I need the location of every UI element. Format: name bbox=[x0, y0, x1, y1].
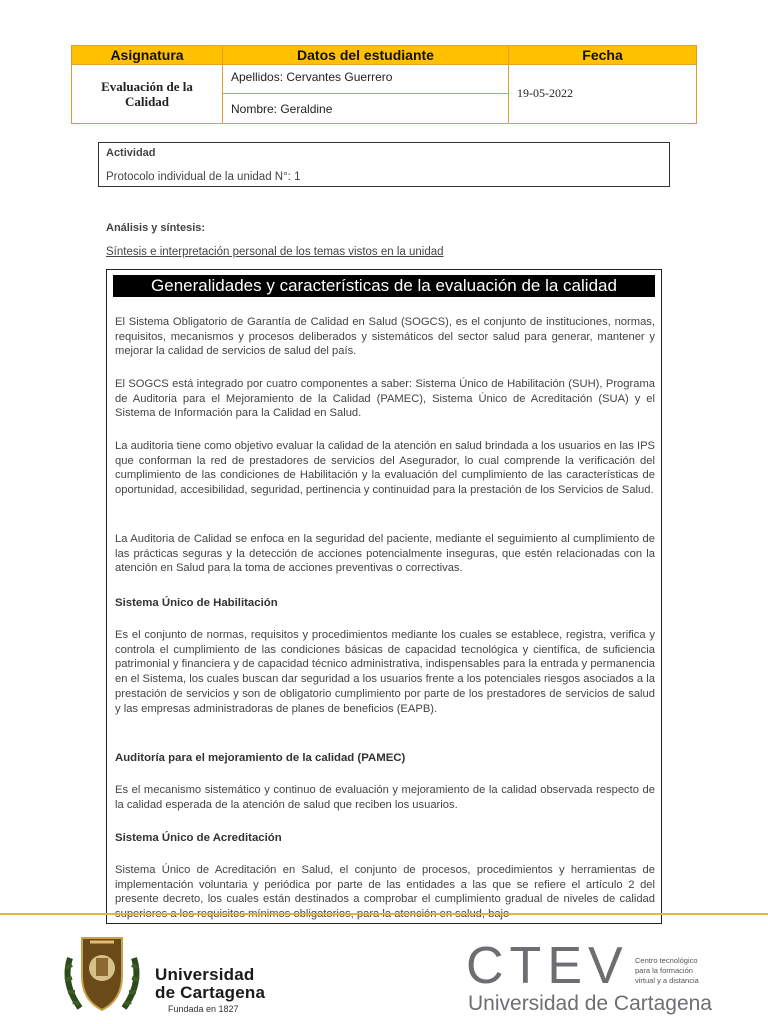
crest-icon bbox=[60, 928, 144, 1018]
university-name-line1: Universidad bbox=[155, 965, 255, 984]
heading-sua: Sistema Único de Acreditación bbox=[115, 832, 282, 844]
paragraph-components: El SOGCS está integrado por cuatro componentes a saber: Sistema Único de Habilitación (SUH), Programa de Auditoria para el Mejoramiento de la Calidad (PAMEC), Sistema Único de Acreditación (SUA) y el Sistema de Información para la Calidad en Salud. bbox=[115, 378, 655, 420]
paragraph-quality-audit: La Auditoria de Calidad se enfoca en la seguridad del paciente, mediante el seguimiento al cumplimiento de las prácticas seguras y la detección de acciones potencialmente inseguras, que estén relacionadas con la atención en Salud para la toma de acciones preventivas o correctivas. bbox=[115, 533, 655, 575]
student-surname: Apellidos: Cervantes Guerrero bbox=[223, 65, 509, 94]
ctev-wordmark: CTEV bbox=[466, 937, 629, 995]
university-logo bbox=[60, 928, 280, 1018]
header-table bbox=[71, 45, 697, 124]
paragraph-audit: La auditoria tiene como objetivo evaluar la calidad de la atención en salud brindada a los usuarios en las IPS que conforman la red de prestadores de servicios del Asegurador, lo cual comprende la verificación del cumplimiento de las condiciones de Habilitación y la evaluación del cumplimiento de las características de oportunidad, accesibilidad, seguridad, pertinencia y continuidad para la prestación de los Servicios de Salud. bbox=[115, 440, 655, 497]
subject-value: Evaluación de la Calidad bbox=[72, 65, 223, 123]
date-value: 19-05-2022 bbox=[517, 86, 573, 100]
student-data-header: Datos del estudiante bbox=[223, 46, 509, 65]
activity-label: Actividad bbox=[106, 147, 156, 159]
ctev-tagline-1: Centro tecnológico bbox=[635, 956, 698, 965]
ctev-tagline-2: para la formación bbox=[635, 966, 693, 975]
date-header: Fecha bbox=[509, 46, 696, 65]
university-name-line2: de Cartagena bbox=[155, 983, 266, 1002]
activity-box bbox=[98, 142, 670, 187]
university-founded: Fundada en 1827 bbox=[168, 1004, 239, 1014]
ctev-tagline-3: virtual y a distancia bbox=[635, 976, 699, 985]
analysis-heading: Análisis y síntesis: bbox=[106, 222, 206, 234]
footer-divider bbox=[0, 913, 768, 915]
paragraph-sua: Sistema Único de Acreditación en Salud, el conjunto de procesos, procedimientos y herramientas de implementación voluntaria y periódica por parte de las entidades a las que se refiere el artículo 2 del presente decreto, los cuales están destinados a comprobar el cumplimiento gradual de niveles de calidad bbox=[115, 864, 655, 906]
paragraph-sogcs: El Sistema Obligatorio de Garantía de Calidad en Salud (SOGCS), es el conjunto de instituciones, normas, requisitos, mecanismos y procesos deliberados y sistemáticos del sector salud para generar, mantener y mejorar la calidad de servicios de salud del país. bbox=[115, 316, 655, 358]
content-box bbox=[106, 269, 662, 924]
ctev-university-name: Universidad de Cartagena bbox=[468, 992, 712, 1015]
paragraph-suh: Es el conjunto de normas, requisitos y procedimientos mediante los cuales se establece, registra, verifica y controla el cumplimiento de las condiciones básicas de capacidad tecnológica y científica, de suficiencia patrimonial y financiera y de capacidad técnico administrativa, indispensables para la entrada y permanencia en el Sistema, los cuales buscan dar seguridad a los usuarios frente a los potenciales riesgos asociados a la prestación de servicios y son de obligatorio cumplimiento por parte de los prestadores de servicios de salud y las empresas administradoras de planes de beneficios (EAPB). bbox=[115, 629, 655, 715]
student-name: Nombre: Geraldine bbox=[223, 94, 509, 123]
ctev-logo bbox=[466, 937, 726, 1018]
heading-suh: Sistema Único de Habilitación bbox=[115, 597, 278, 609]
content-title: Generalidades y características de la evaluación de la calidad bbox=[113, 275, 655, 297]
ctev-tagline bbox=[635, 956, 699, 986]
subject-header: Asignatura bbox=[72, 46, 223, 65]
analysis-subtitle: Síntesis e interpretación personal de los temas vistos en la unidad bbox=[106, 246, 444, 258]
heading-pamec: Auditoría para el mejoramiento de la calidad (PAMEC) bbox=[115, 752, 406, 764]
activity-value: Protocolo individual de la unidad N°: 1 bbox=[106, 171, 301, 183]
paragraph-pamec: Es el mecanismo sistemático y continuo de evaluación y mejoramiento de la calidad observada respecto de la calidad esperada de la atención de salud que reciben los usuarios. bbox=[115, 784, 655, 811]
